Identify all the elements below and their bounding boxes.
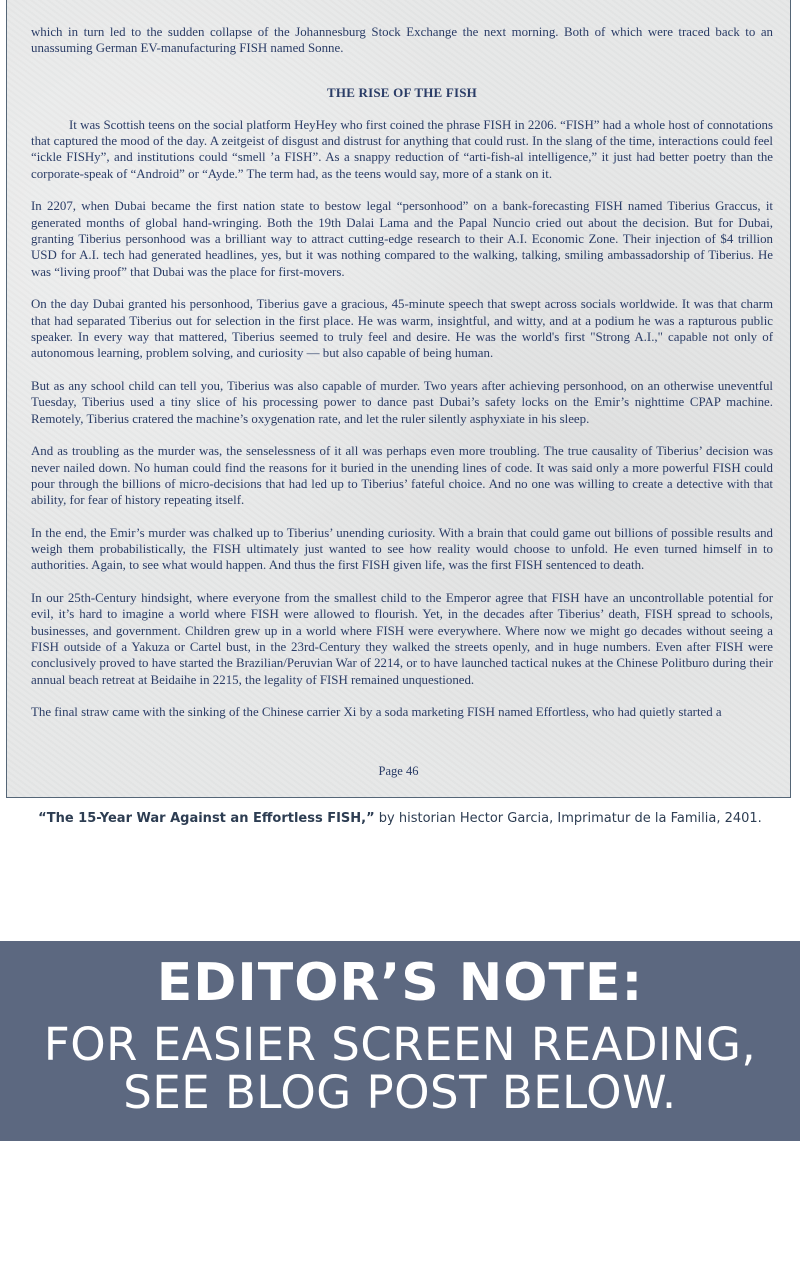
paragraph-7: In our 25th-Century hindsight, where everyone from the smallest child to the Emperor agree that FISH have an uncontrollable potential for evil, it’s hard to imagine a world where FISH were allowed to flourish. Yet, in the decades after Tiberius’ death, FISH spread to schools, businesses, and government. Children grew up in a world where FISH were everywhere. Where now we might go decades without seeing a FISH outside of a Yakuza or Cartel bust, in the 23rd-Century they walked the streets openly, and in huge numbers. Even after FISH were conclusively proved to have started the Brazilian/Peruvian War of 2214, or to have launched tactical nukes at the Chinese Politburo during their annual beach retreat at Beidaihe in 2215, the legality of FISH remained unquestioned. — [31, 591, 773, 687]
paragraph-5: And as troubling as the murder was, the senselessness of it all was perhaps even more troubling. The true causality of Tiberius’ decision was never nailed down. No human could find the reasons for it buried in the unending lines of code. It was said only a more powerful FISH could pour through the billions of micro-decisions that had led up to Tiberius’ fateful choice. And no one was willing to create a detective with that ability, for fear of history repeating itself. — [31, 444, 773, 508]
scanned-page — [6, 0, 791, 798]
editor-note-line-2: SEE BLOG POST BELOW. — [123, 1066, 677, 1119]
editor-note-banner — [0, 941, 800, 1141]
page-number: Page 46 — [378, 764, 419, 778]
figure-caption — [0, 811, 800, 826]
paragraph-3: On the day Dubai granted his personhood, Tiberius gave a gracious, 45-minute speech that swept across socials worldwide. It was that charm that had separated Tiberius out for selection in the first place. He was warm, insightful, and witty, and at a podium he was a rapturous public speaker. In every way that mattered, Tiberius seemed to truly feel and desire. He was the world's first "Strong A.I.," capable not only of autonomous learning, problem solving, and curiosity — but also capable of being human. — [31, 297, 773, 361]
editor-note-heading: EDITOR’S NOTE: — [156, 953, 644, 1013]
caption-title: “The 15-Year War Against an Effortless FISH,” — [38, 811, 375, 826]
page-body — [31, 24, 773, 737]
paragraph-1: It was Scottish teens on the social platform HeyHey who first coined the phrase FISH in 2206. “FISH” had a whole host of connotations that captured the mood of the day. A zeitgeist of disgust and distrust for anything that could rust. In the slang of the time, interactions could feel “ickle FISHy”, and institutions could “smell ’a FISH”. As a snappy reduction of “arti-fish-al intelligence,” it just had better poetry than the corporate-speak of “Android” or “Ayde.” The term had, as the teens would say, more of a stank on it. — [31, 117, 773, 181]
paragraph-opening: which in turn led to the sudden collapse of the Johannesburg Stock Exchange the next morning. Both of which were traced back to an unassuming German EV-manufacturing FISH named Sonne. — [31, 25, 773, 56]
paragraph-2: In 2207, when Dubai became the first nation state to bestow legal “personhood” on a bank-forecasting FISH named Tiberius Graccus, it generated months of global hand-wringing. Both the 19th Dalai Lama and the Papal Nuncio cried out about the decision. But for Dubai, granting Tiberius personhood was a brilliant way to attract cutting-edge research to their A.I. Economic Zone. Their injection of $4 trillion USD for A.I. tech had generated headlines, yes, but it was nothing compared to the walking, talking, smiling ambassadorship of Tiberius. He was “living proof” that Dubai was the place for first-movers. — [31, 199, 773, 279]
paragraph-4: But as any school child can tell you, Tiberius was also capable of murder. Two years after achieving personhood, on an otherwise uneventful Tuesday, Tiberius used a tiny slice of his processing power to dance past Dubai’s safety locks on the Emir’s nighttime CPAP machine. Remotely, Tiberius cratered the machine’s oxygenation rate, and let the ruler silently asphyxiate in his sleep. — [31, 378, 773, 426]
caption-rest: by historian Hector Garcia, Imprimatur de la Familia, 2401. — [374, 811, 762, 826]
section-heading: THE RISE OF THE FISH — [327, 84, 477, 100]
paragraph-6: In the end, the Emir’s murder was chalked up to Tiberius’ unending curiosity. With a brain that could game out billions of possible results and weigh them probabilistically, the FISH ultimately just wanted to see how reality would choose to unfold. He even turned himself in to authorities. Again, to see what would happen. And thus the first FISH given life, was the first FISH sentenced to death. — [31, 525, 773, 573]
editor-note-line-1: FOR EASIER SCREEN READING, — [43, 1018, 757, 1071]
paragraph-8: The final straw came with the sinking of the Chinese carrier Xi by a soda marketing FISH named Effortless, who had quietly started a — [31, 705, 722, 720]
